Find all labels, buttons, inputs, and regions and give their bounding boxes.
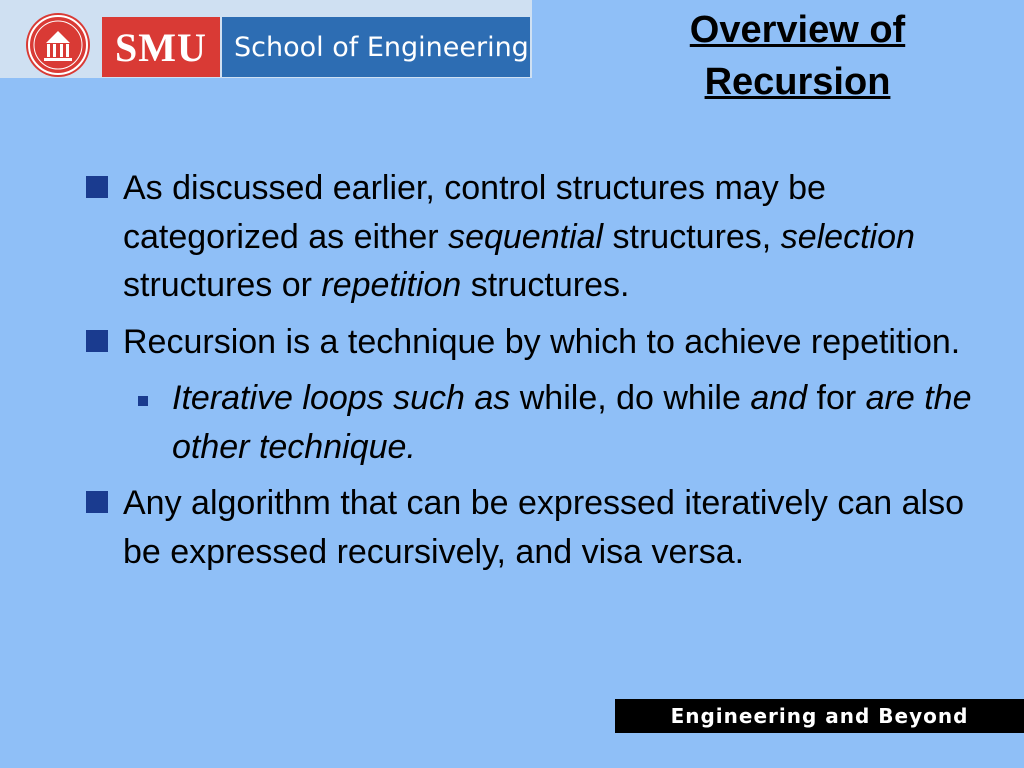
smu-seal-icon — [26, 13, 90, 77]
small-square-bullet-icon — [138, 396, 148, 406]
title-line-1: Overview of — [689, 9, 906, 51]
slide-title — [600, 4, 995, 108]
school-name: School of Engineering — [222, 17, 530, 77]
bullet-text: Recursion is a technique by which to achieve repetition. — [123, 322, 961, 361]
bullet-text: Any algorithm that can be expressed iteratively can also be expressed recursively, and visa versa. — [123, 484, 965, 571]
square-bullet-icon — [86, 491, 108, 513]
bullet-algorithm-equivalence — [86, 479, 976, 576]
sub-bullet-text — [172, 374, 976, 471]
sub-bullet-iterative-loops — [138, 374, 976, 471]
text-span: for — [807, 379, 866, 417]
bullet-recursion-technique — [86, 318, 976, 367]
text-span: As discussed earlier, control structures may be categorized as either — [123, 169, 826, 256]
italic-span: Iterative loops such as — [172, 379, 511, 417]
text-span: structures, — [603, 217, 781, 256]
italic-selection: selection — [780, 217, 915, 256]
italic-span: are the other technique. — [172, 379, 972, 466]
title-line-2: Recursion — [704, 61, 891, 103]
footer-banner: Engineering and Beyond — [615, 699, 1024, 733]
smu-logo-banner — [0, 0, 532, 78]
bullet-text — [123, 164, 976, 310]
slide-content — [86, 164, 976, 584]
bullet-control-structures — [86, 164, 976, 310]
italic-sequential: sequential — [448, 217, 604, 256]
italic-span: and — [750, 379, 808, 417]
text-span: structures. — [461, 266, 630, 304]
square-bullet-icon — [86, 176, 108, 198]
italic-repetition: repetition — [321, 266, 462, 304]
smu-logo-text: SMU — [102, 17, 220, 77]
text-span: structures or — [123, 266, 322, 304]
text-span: while, do while — [510, 379, 751, 417]
square-bullet-icon — [86, 330, 108, 352]
